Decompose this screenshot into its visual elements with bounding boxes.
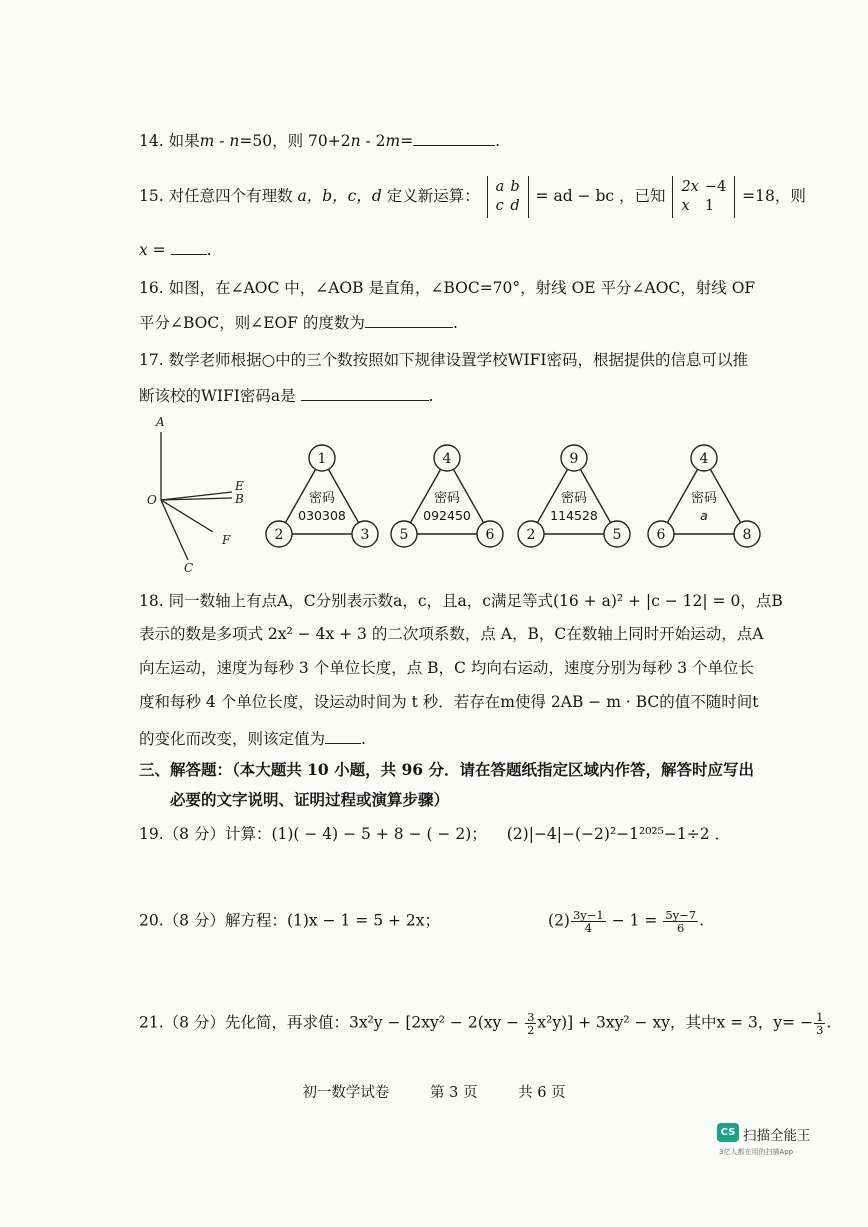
answer-blank-18[interactable] bbox=[325, 729, 361, 744]
q14-end: . bbox=[495, 132, 501, 150]
circle-number-left: 5 bbox=[399, 527, 409, 543]
q14-eq: =50，则 70+2 bbox=[239, 132, 351, 150]
frac2-den: 6 bbox=[677, 921, 685, 935]
q21-frac-den: 2 bbox=[527, 1023, 535, 1037]
circle-number-top: 9 bbox=[569, 451, 579, 467]
password-triangle-1 bbox=[266, 445, 378, 547]
section-3-heading bbox=[139, 760, 754, 780]
q14-mid: - 2 bbox=[360, 132, 386, 150]
question-17-line2 bbox=[139, 386, 434, 406]
q18-end: . bbox=[361, 730, 366, 748]
password-label: 密码 bbox=[308, 491, 336, 506]
q15-mid: 定义新运算： bbox=[381, 187, 480, 205]
section3-line2: 必要的文字说明、证明过程或演算步骤） bbox=[170, 790, 450, 809]
det1-a: a bbox=[495, 179, 505, 195]
q21-y-num: 1 bbox=[816, 1010, 824, 1024]
q21-y-den: 3 bbox=[816, 1023, 824, 1037]
fraction-1-over-3 bbox=[814, 1011, 825, 1036]
question-18-line3 bbox=[139, 658, 754, 678]
password-code: a bbox=[700, 508, 708, 523]
answer-blank-17[interactable] bbox=[301, 386, 429, 401]
det1-b: b bbox=[510, 179, 520, 195]
question-18-line4 bbox=[139, 692, 758, 712]
det1-d: d bbox=[510, 198, 520, 214]
q16-end: . bbox=[452, 314, 458, 332]
circle-number-top: 1 bbox=[317, 451, 327, 467]
q21-frac-num: 3 bbox=[527, 1010, 535, 1024]
answer-blank-16[interactable] bbox=[365, 313, 453, 328]
watermark-name: 扫描全能王 bbox=[743, 1128, 811, 1144]
question-17 bbox=[139, 350, 748, 370]
circle-number-left: 2 bbox=[526, 527, 536, 543]
q19-prefix: 19.（8 分）计算： bbox=[139, 825, 272, 843]
question-19 bbox=[139, 824, 730, 844]
password-code: 092450 bbox=[423, 508, 471, 523]
section3-line1: 三、解答题：（本大题共 10 小题，共 96 分．请在答题纸指定区域内作答，解答时应写出 bbox=[139, 760, 754, 779]
q20-part2-label: (2) bbox=[548, 911, 570, 930]
circle-number-right: 8 bbox=[742, 527, 752, 543]
q19-part1: (1)( − 4) − 5 + 8 − ( − 2)； bbox=[271, 825, 487, 843]
label-B: B bbox=[235, 492, 244, 506]
figures-row bbox=[0, 410, 868, 580]
q21-end: . bbox=[826, 1013, 832, 1032]
q17-line1: 17. 数学老师根据○中的三个数按照如下规律设置学校WIFI密码，根据提供的信息可以推 bbox=[139, 351, 749, 369]
determinant-given bbox=[672, 178, 735, 216]
camscanner-logo-icon: CS bbox=[717, 1123, 739, 1142]
q19-part2: (2)|−4|−(−2)²−1²⁰²⁵−1÷2 ． bbox=[506, 825, 730, 843]
question-21 bbox=[139, 1011, 831, 1036]
det2-a: 2x bbox=[681, 179, 699, 195]
question-14 bbox=[139, 131, 500, 151]
label-A: A bbox=[156, 415, 165, 429]
q17-line2: 断该校的WIFI密码a是 bbox=[139, 387, 301, 405]
label-O: O bbox=[147, 493, 157, 507]
q15-eq: = bbox=[147, 241, 171, 259]
circle-number-right: 3 bbox=[360, 527, 370, 543]
frac1-num: 3y−1 bbox=[572, 908, 604, 922]
question-18-line5 bbox=[139, 729, 366, 749]
q20-prefix: 20.（8 分）解方程： bbox=[139, 911, 287, 930]
question-15 bbox=[139, 178, 806, 216]
q18-line2: 表示的数是多项式 2x² − 4x + 3 的二次项系数，点 A，B，C在数轴上同时开始运动，点A bbox=[139, 625, 764, 643]
frac1-den: 4 bbox=[584, 921, 593, 935]
answer-blank-14[interactable] bbox=[413, 131, 495, 146]
q21-expr1: 3x²y − [2xy² − 2(xy − bbox=[348, 1013, 525, 1032]
q15-definition: = ad − bc ，已知 bbox=[530, 187, 666, 205]
footer-page: 第 3 页 bbox=[430, 1085, 478, 1101]
q16-line2: 平分∠BOC，则∠EOF 的度数为 bbox=[139, 314, 365, 332]
q17-end: . bbox=[428, 387, 434, 405]
q15-text: 15. 对任意四个有理数 bbox=[139, 187, 298, 205]
circle-number-top: 4 bbox=[699, 451, 709, 467]
password-triangle-4 bbox=[648, 445, 760, 547]
label-F: F bbox=[222, 533, 231, 547]
question-15-line2 bbox=[139, 240, 212, 260]
password-code: 030308 bbox=[298, 508, 346, 523]
q20-part1: (1)x − 1 = 5 + 2x； bbox=[286, 911, 441, 930]
q18-line1: 18. 同一数轴上有点A，C分别表示数a，c，且a，c满足等式(16 + a)² + |c − 12| = 0，点B bbox=[139, 592, 783, 610]
determinant-definition bbox=[487, 178, 529, 216]
answer-blank-15[interactable] bbox=[171, 240, 207, 255]
q14-var-m: m bbox=[199, 132, 215, 150]
question-18 bbox=[139, 591, 783, 611]
password-label: 密码 bbox=[433, 491, 461, 506]
password-triangle-3 bbox=[518, 445, 630, 547]
q15-end: . bbox=[206, 241, 212, 259]
q14-var-n: n bbox=[229, 132, 240, 150]
frac2-num: 5y−7 bbox=[665, 908, 697, 922]
q18-line5: 的变化而改变，则该定值为 bbox=[139, 730, 326, 748]
q20-mid: − 1 = bbox=[606, 911, 663, 930]
question-20 bbox=[139, 909, 704, 934]
q18-line3: 向左运动，速度为每秒 3 个单位长度，点 B，C 均向右运动，速度分别为每秒 3 个单位长 bbox=[139, 659, 755, 677]
circle-number-right: 6 bbox=[485, 527, 495, 543]
det2-b: −4 bbox=[704, 179, 727, 195]
fraction-3y-1-over-4 bbox=[571, 909, 606, 934]
q15-result: =18，则 bbox=[737, 187, 806, 205]
watermark-subtitle: 3亿人都在用的扫描App bbox=[719, 1148, 794, 1156]
q21-expr2: x²y)] + 3xy² − xy，其中x = 3，y= − bbox=[537, 1013, 814, 1032]
det2-d: 1 bbox=[704, 198, 715, 214]
footer-total: 共 6 页 bbox=[518, 1085, 566, 1101]
circle-number-right: 5 bbox=[612, 527, 622, 543]
password-label: 密码 bbox=[560, 491, 588, 506]
password-code: 114528 bbox=[550, 508, 598, 523]
det2-c: x bbox=[681, 198, 690, 214]
q21-prefix: 21.（8 分）先化简，再求值： bbox=[139, 1013, 349, 1032]
fraction-3-over-2 bbox=[525, 1011, 536, 1036]
q16-line1: 16. 如图，在∠AOC 中，∠AOB 是直角，∠BOC=70°，射线 OE 平分∠AOC，射线 OF bbox=[139, 279, 756, 297]
det1-c: c bbox=[495, 198, 504, 214]
page-footer bbox=[0, 1081, 868, 1102]
q15-vars: a，b，c，d bbox=[297, 187, 382, 205]
q14-tail: = bbox=[400, 132, 414, 150]
password-label: 密码 bbox=[690, 491, 718, 506]
label-E: E bbox=[235, 479, 244, 493]
triangle-group bbox=[266, 445, 760, 547]
circle-number-left: 6 bbox=[656, 527, 666, 543]
footer-title: 初一数学试卷 bbox=[302, 1085, 390, 1101]
q14-var-n2: n bbox=[350, 132, 361, 150]
q14-text: 14. 如果 bbox=[139, 132, 200, 150]
fraction-5y-7-over-6 bbox=[663, 909, 698, 934]
q14-var-m2: m bbox=[385, 132, 401, 150]
label-C: C bbox=[184, 561, 194, 575]
q18-line4: 度和每秒 4 个单位长度，设运动时间为 t 秒．若存在m使得 2AB − m · BC的值不随时间t bbox=[139, 693, 759, 711]
section-3-heading-line2 bbox=[170, 790, 449, 810]
q15-var-x: x bbox=[139, 241, 148, 259]
password-triangle-2 bbox=[391, 445, 503, 547]
question-18-line2 bbox=[139, 624, 763, 644]
q20-end: . bbox=[699, 911, 705, 930]
q14-minus: - bbox=[214, 132, 230, 150]
question-16-line2 bbox=[139, 313, 458, 333]
circle-number-top: 4 bbox=[442, 451, 452, 467]
question-16 bbox=[139, 278, 755, 298]
circle-number-left: 2 bbox=[274, 527, 284, 543]
